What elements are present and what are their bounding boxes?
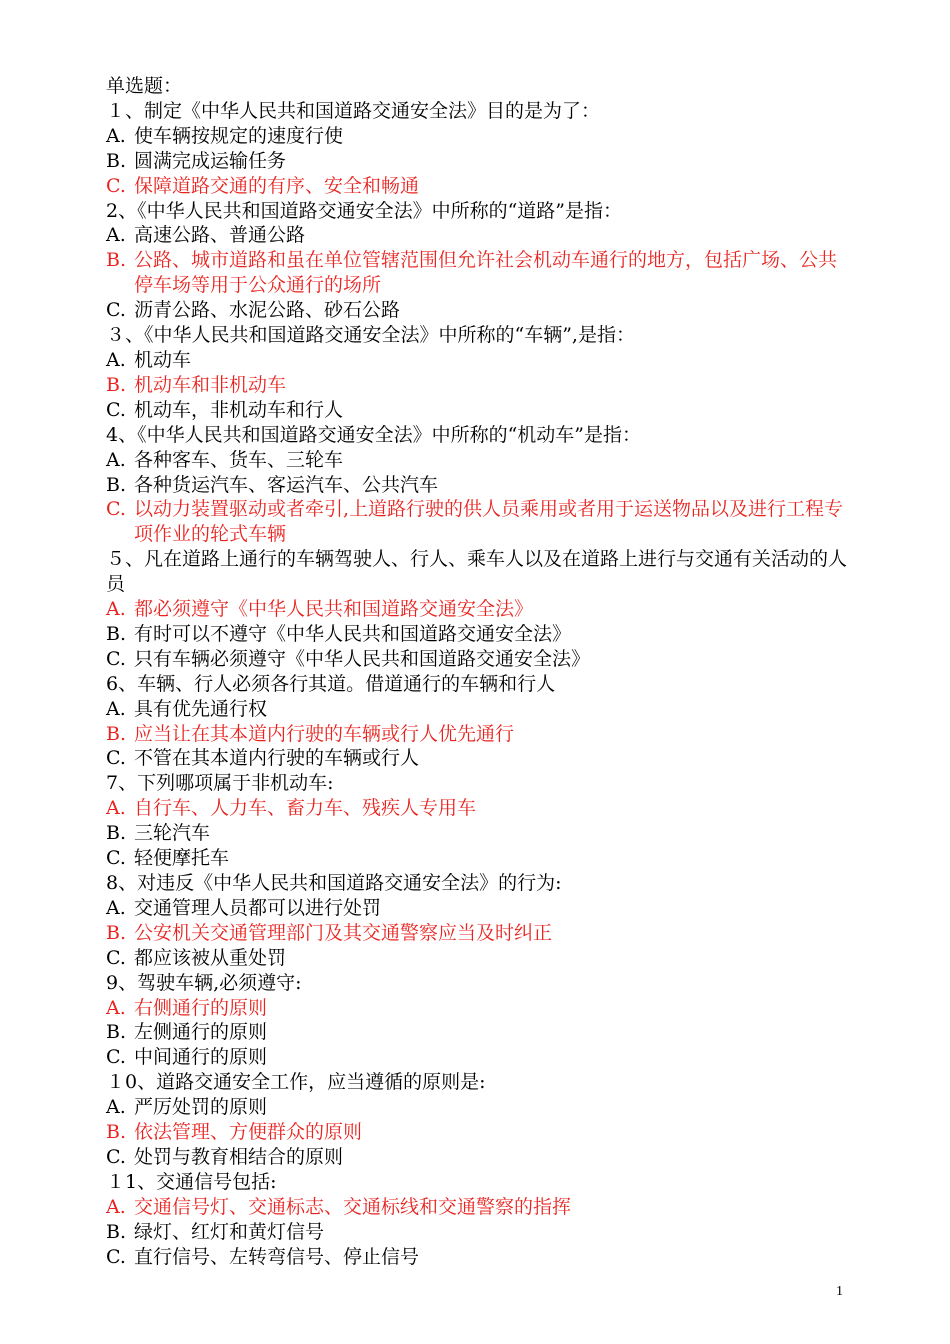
option-text: 保障道路交通的有序、安全和畅通 xyxy=(134,174,420,197)
question-stem: ３、《中华人民共和国道路交通安全法》中所称的“车辆”,是指： xyxy=(106,324,635,347)
option-letter: A. xyxy=(106,598,126,621)
answer-option-correct xyxy=(106,1120,851,1145)
option-text: 处罚与教育相结合的原则 xyxy=(134,1145,344,1168)
question xyxy=(106,971,851,1071)
option-letter: A. xyxy=(106,697,126,720)
question xyxy=(106,672,851,772)
option-letter: C. xyxy=(106,946,126,969)
answer-option-correct xyxy=(106,1195,851,1220)
question-stem: 6、车辆、行人必须各行其道。借道通行的车辆和行人 xyxy=(106,672,556,695)
answer-option xyxy=(106,1095,851,1120)
answer-option xyxy=(106,946,851,971)
answer-option xyxy=(106,298,851,323)
option-text: 机动车 xyxy=(134,348,192,371)
question xyxy=(106,323,851,423)
option-text: 有时可以不遵守《中华人民共和国道路交通安全法》 xyxy=(134,622,572,645)
answer-option xyxy=(106,448,851,473)
option-letter: C. xyxy=(106,847,126,870)
option-text: 直行信号、左转弯信号、停止信号 xyxy=(134,1245,420,1268)
question xyxy=(106,1170,851,1270)
answer-option-correct xyxy=(106,996,851,1021)
option-letter: A. xyxy=(106,448,126,471)
option-text: 使车辆按规定的速度行使 xyxy=(134,124,344,147)
option-letter: B. xyxy=(106,622,127,645)
answer-option xyxy=(106,473,851,498)
option-letter: A. xyxy=(106,224,126,247)
question-stem: 9、驾驶车辆,必须遵守: xyxy=(106,971,302,994)
option-letter: B. xyxy=(106,249,127,272)
option-letter: C. xyxy=(106,174,126,197)
answer-option xyxy=(106,124,851,149)
option-text: 绿灯、红灯和黄灯信号 xyxy=(134,1220,325,1243)
option-letter: B. xyxy=(106,473,127,496)
option-letter: C. xyxy=(106,747,126,770)
question xyxy=(106,423,851,548)
answer-option xyxy=(106,622,851,647)
question xyxy=(106,547,851,672)
answer-option xyxy=(106,1145,851,1170)
option-letter: B. xyxy=(106,373,127,396)
option-text: 沥青公路、水泥公路、砂石公路 xyxy=(134,299,401,322)
answer-option-correct xyxy=(106,373,851,398)
question-stem: １0、道路交通安全工作，应当遵循的原则是: xyxy=(106,1071,486,1094)
option-letter: A. xyxy=(106,1096,126,1119)
answer-option xyxy=(106,149,851,174)
option-text: 不管在其本道内行驶的车辆或行人 xyxy=(134,747,420,770)
option-letter: B. xyxy=(106,722,127,745)
answer-option xyxy=(106,1245,851,1270)
option-text: 中间通行的原则 xyxy=(134,1046,268,1069)
option-text: 机动车和非机动车 xyxy=(134,373,287,396)
question-stem: 7、下列哪项属于非机动车: xyxy=(106,772,334,795)
answer-option xyxy=(106,821,851,846)
question xyxy=(106,871,851,971)
option-text: 机动车，非机动车和行人 xyxy=(134,398,344,421)
question xyxy=(106,1070,851,1170)
answer-option-correct xyxy=(106,248,851,298)
question-stem: １、制定《中华人民共和国道路交通安全法》目的是为了： xyxy=(106,99,601,122)
option-letter: A. xyxy=(106,1195,126,1218)
option-text: 具有优先通行权 xyxy=(134,697,268,720)
question-sheet xyxy=(106,74,851,1270)
option-text: 圆满完成运输任务 xyxy=(134,149,287,172)
answer-option xyxy=(106,697,851,722)
option-text: 都必须遵守《中华人民共和国道路交通安全法》 xyxy=(134,598,534,621)
answer-option xyxy=(106,647,851,672)
option-text: 自行车、人力车、畜力车、残疾人专用车 xyxy=(134,797,477,820)
section-heading: 单选题： xyxy=(106,75,183,97)
option-text: 高速公路、普通公路 xyxy=(134,224,306,247)
option-letter: B. xyxy=(106,1121,127,1144)
option-letter: B. xyxy=(106,149,127,172)
option-letter: A. xyxy=(106,348,126,371)
question-list xyxy=(106,99,851,1270)
option-letter: A. xyxy=(106,797,126,820)
option-text: 应当让在其本道内行驶的车辆或行人优先通行 xyxy=(134,722,515,745)
answer-option xyxy=(106,348,851,373)
option-text: 各种客车、货车、三轮车 xyxy=(134,448,344,471)
option-text: 公路、城市道路和虽在单位管辖范围但允许社会机动车通行的地方，包括广场、公共停车场等用于公众通行的场所 xyxy=(134,249,838,297)
answer-option xyxy=(106,1045,851,1070)
option-text: 右侧通行的原则 xyxy=(134,996,268,1019)
option-text: 公安机关交通管理部门及其交通警察应当及时纠正 xyxy=(134,921,553,944)
answer-option-correct xyxy=(106,174,851,199)
question xyxy=(106,199,851,324)
answer-option xyxy=(106,746,851,771)
option-text: 交通信号灯、交通标志、交通标线和交通警察的指挥 xyxy=(134,1195,572,1218)
option-letter: A. xyxy=(106,124,126,147)
option-letter: B. xyxy=(106,1021,127,1044)
option-text: 轻便摩托车 xyxy=(134,847,230,870)
question-stem: １1、交通信号包括: xyxy=(106,1170,277,1193)
option-letter: C. xyxy=(106,647,126,670)
answer-option xyxy=(106,398,851,423)
option-letter: A. xyxy=(106,996,126,1019)
option-text: 都应该被从重处罚 xyxy=(134,946,287,969)
option-letter: A. xyxy=(106,896,126,919)
option-letter: C. xyxy=(106,299,126,322)
answer-option-correct xyxy=(106,497,851,547)
question-stem: 4、《中华人民共和国道路交通安全法》中所称的“机动车”是指： xyxy=(106,423,642,446)
answer-option xyxy=(106,223,851,248)
option-text: 只有车辆必须遵守《中华人民共和国道路交通安全法》 xyxy=(134,647,591,670)
page-number: 1 xyxy=(836,1284,843,1299)
answer-option-correct xyxy=(106,597,851,622)
option-text: 交通管理人员都可以进行处罚 xyxy=(134,896,382,919)
question xyxy=(106,771,851,871)
answer-option xyxy=(106,896,851,921)
answer-option-correct xyxy=(106,796,851,821)
option-letter: C. xyxy=(106,1245,126,1268)
answer-option-correct xyxy=(106,921,851,946)
question-stem: 8、对违反《中华人民共和国道路交通安全法》的行为: xyxy=(106,872,562,894)
option-text: 以动力装置驱动或者牵引,上道路行驶的供人员乘用或者用于运送物品以及进行工程专项作业的轮式车辆 xyxy=(134,498,844,546)
option-text: 各种货运汽车、客运汽车、公共汽车 xyxy=(134,473,439,496)
question xyxy=(106,99,851,199)
question-stem: 2、《中华人民共和国道路交通安全法》中所称的“道路”是指： xyxy=(106,199,623,222)
option-text: 严厉处罚的原则 xyxy=(134,1096,268,1119)
option-text: 左侧通行的原则 xyxy=(134,1021,268,1044)
option-letter: C. xyxy=(106,398,126,421)
question-stem: ５、凡在道路上通行的车辆驾驶人、行人、乘车人以及在道路上进行与交通有关活动的人员 xyxy=(106,548,848,596)
answer-option xyxy=(106,846,851,871)
option-text: 三轮汽车 xyxy=(134,822,211,845)
answer-option xyxy=(106,1220,851,1245)
answer-option xyxy=(106,1020,851,1045)
option-letter: C. xyxy=(106,498,126,521)
option-letter: C. xyxy=(106,1145,126,1168)
option-text: 依法管理、方便群众的原则 xyxy=(134,1121,363,1144)
option-letter: B. xyxy=(106,1220,127,1243)
option-letter: B. xyxy=(106,822,127,845)
answer-option-correct xyxy=(106,722,851,747)
option-letter: B. xyxy=(106,921,127,944)
option-letter: C. xyxy=(106,1046,126,1069)
